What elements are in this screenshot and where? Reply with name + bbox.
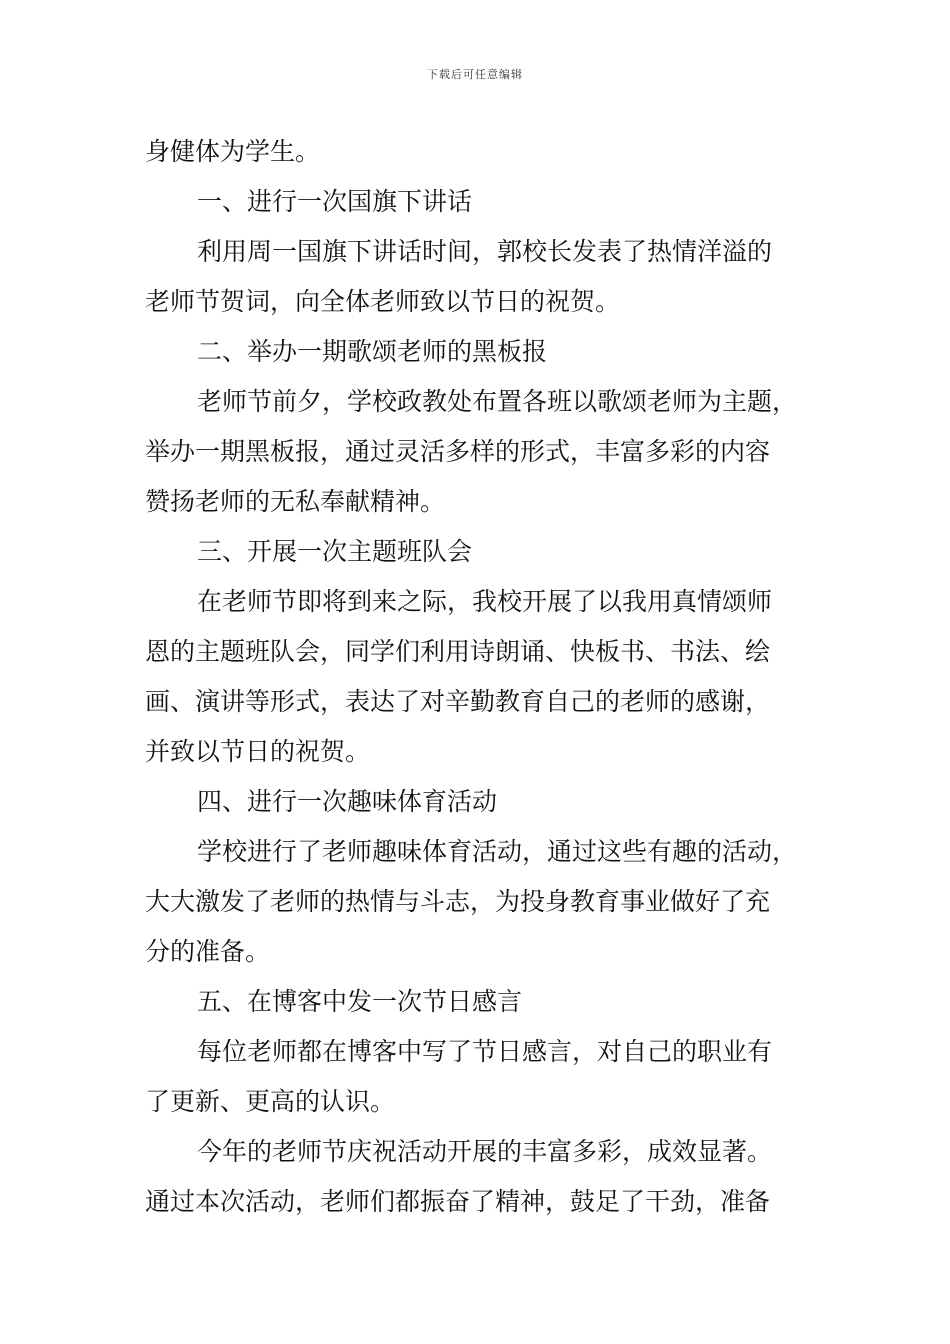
page-header: 下载后可任意编辑 [427, 68, 523, 81]
paragraph-line: 老师节贺词，向全体老师致以节日的祝贺。 [145, 287, 621, 316]
paragraph-line-indented: 四、进行一次趣味体育活动 [197, 787, 498, 816]
paragraph-line: 身健体为学生。 [145, 137, 321, 166]
paragraph-line: 通过本次活动，老师们都振奋了精神，鼓足了干劲，准备 [145, 1187, 771, 1216]
paragraph-line: 大大激发了老师的热情与斗志，为投身教育事业做好了充 [145, 887, 771, 916]
paragraph-line: 分的准备。 [145, 937, 271, 966]
paragraph-line-indented: 二、举办一期歌颂老师的黑板报 [197, 337, 548, 366]
paragraph-line-indented: 老师节前夕，学校政教处布置各班以歌颂老师为主题， [197, 387, 798, 416]
paragraph-line-indented: 在老师节即将到来之际，我校开展了以我用真情颂师 [197, 587, 773, 616]
paragraph-line: 画、演讲等形式，表达了对辛勤教育自己的老师的感谢， [145, 687, 771, 716]
paragraph-line-indented: 五、在博客中发一次节日感言 [197, 987, 523, 1016]
paragraph-line: 恩的主题班队会，同学们利用诗朗诵、快板书、书法、绘 [145, 637, 771, 666]
paragraph-line: 赞扬老师的无私奉献精神。 [145, 487, 446, 516]
paragraph-line: 举办一期黑板报，通过灵活多样的形式，丰富多彩的内容 [145, 437, 771, 466]
paragraph-line: 并致以节日的祝贺。 [145, 737, 371, 766]
paragraph-line-indented: 利用周一国旗下讲话时间，郭校长发表了热情洋溢的 [197, 237, 773, 266]
paragraph-line-indented: 学校进行了老师趣味体育活动，通过这些有趣的活动， [197, 837, 798, 866]
paragraph-line-indented: 三、开展一次主题班队会 [197, 537, 473, 566]
document-body [145, 127, 820, 1227]
paragraph-line: 了更新、更高的认识。 [145, 1087, 396, 1116]
paragraph-line-indented: 今年的老师节庆祝活动开展的丰富多彩，成效显著。 [197, 1137, 773, 1166]
paragraph-line-indented: 每位老师都在博客中写了节日感言，对自己的职业有 [197, 1037, 773, 1066]
paragraph-line-indented: 一、进行一次国旗下讲话 [197, 187, 473, 216]
